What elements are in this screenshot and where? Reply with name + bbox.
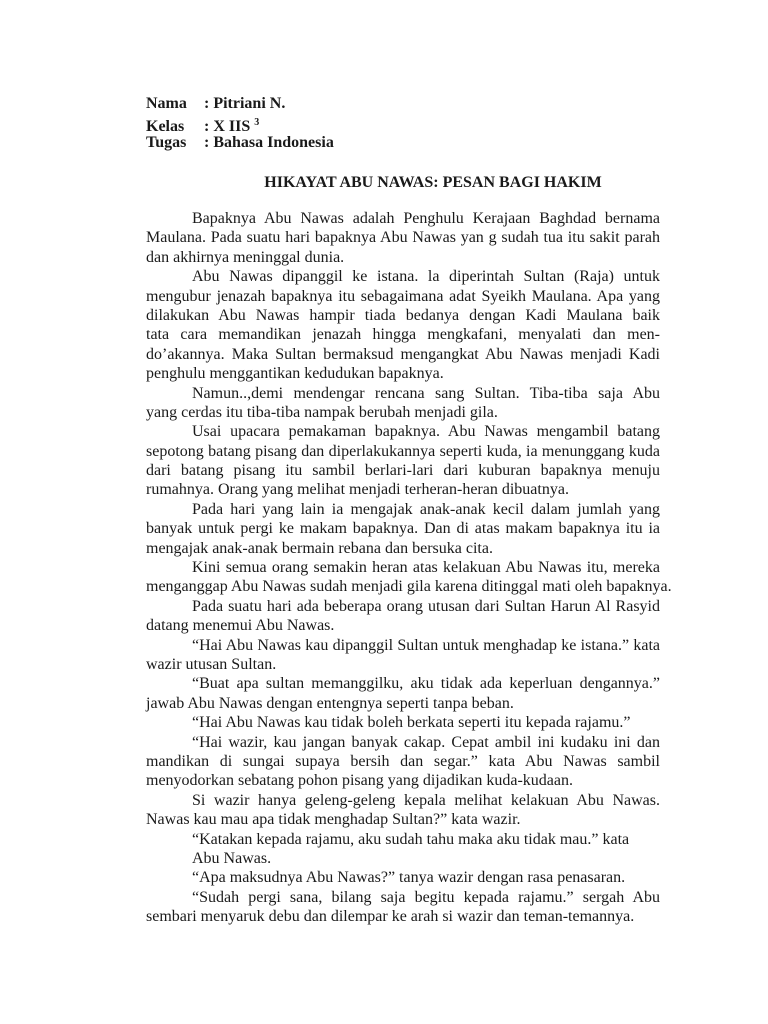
story-body: [146, 209, 672, 926]
text-line: Abu Nawas dipanggil ke istana. la diperintah Sultan (Raja) untuk: [192, 268, 660, 286]
text-line: sepotong batang pisang dan diperlakukannya seperti kuda, ia menunggang kuda: [146, 442, 660, 460]
text-line: do’akannya. Maka Sultan bermaksud mengangkat Abu Nawas menjadi Kadi: [146, 345, 660, 363]
text-line: Si wazir hanya geleng-geleng kepala melihat kelakuan Abu Nawas.: [192, 791, 660, 809]
text-line: jawab Abu Nawas dengan entengnya seperti tanpa beban.: [146, 694, 514, 712]
class-label: Kelas: [146, 118, 185, 135]
text-line: Pada suatu hari ada beberapa orang utusan dari Sultan Harun Al Rasyid: [192, 597, 660, 615]
text-line: Abu Nawas.: [192, 849, 272, 867]
text-line: “Buat apa sultan memanggilku, aku tidak ada keperluan dengannya.”: [192, 675, 660, 693]
text-line: Namun..,demi mendengar rencana sang Sultan. Tiba-tiba saja Abu: [192, 384, 660, 402]
document-title: [146, 173, 660, 192]
text-line: wazir utusan Sultan.: [146, 655, 277, 673]
text-line: yang cerdas itu tiba-tiba nampak berubah menjadi gila.: [146, 403, 498, 421]
text-line: “Apa maksudnya Abu Nawas?” tanya wazir dengan rasa penasaran.: [192, 869, 626, 887]
text-line: rumahnya. Orang yang melihat menjadi terheran-heran dibuatnya.: [146, 481, 569, 499]
text-line: banyak untuk pergi ke makam bapaknya. Dan di atas makam bapaknya itu ia: [146, 520, 660, 538]
text-line: Pada hari yang lain ia mengajak anak-anak kecil dalam jumlah yang: [192, 500, 660, 518]
title-text: HIKAYAT ABU NAWAS: PESAN BAGI HAKIM: [264, 174, 602, 191]
assignment-value: Bahasa Indonesia: [213, 134, 334, 151]
text-line: Kini semua orang semakin heran atas kelakuan Abu Nawas itu, mereka: [192, 559, 660, 577]
text-line: datang menemui Abu Nawas.: [146, 617, 335, 635]
text-line: Nawas kau mau apa tidak menghadap Sultan?” kata wazir.: [146, 811, 521, 829]
text-line: Maulana. Pada suatu hari bapaknya Abu Nawas yan g sudah tua itu sakit parah: [146, 229, 660, 247]
text-line: mengajak anak-anak bermain rebana dan bersuka cita.: [146, 539, 493, 557]
text-line: mengubur jenazah bapaknya itu sebagaimana adat Syeikh Maulana. Apa yang: [146, 287, 660, 305]
name-field: [146, 94, 285, 113]
class-value: X IIS: [213, 118, 251, 135]
text-line: tata cara memandikan jenazah hingga mengkafani, menyalati dan men-: [146, 326, 660, 344]
separator: :: [204, 118, 210, 135]
separator: :: [204, 95, 210, 112]
class-superscript: 3: [254, 117, 260, 128]
text-line: “Hai Abu Nawas kau dipanggil Sultan untuk menghadap ke istana.” kata: [192, 636, 660, 654]
text-line: dari batang pisang itu sambil berlari-lari dari kuburan bapaknya menuju: [146, 462, 660, 480]
text-line: menyodorkan sebatang pohon pisang yang dijadikan kuda-kudaan.: [146, 772, 573, 790]
text-line: menganggap Abu Nawas sudah menjadi gila karena ditinggal mati oleh bapaknya.: [146, 578, 672, 596]
assignment-field: [146, 133, 334, 152]
text-line: sembari menyaruk debu dan dilempar ke arah si wazir dan teman-temannya.: [146, 908, 635, 926]
separator: :: [204, 134, 210, 151]
text-line: “Katakan kepada rajamu, aku sudah tahu maka aku tidak mau.” kata: [192, 830, 630, 848]
text-line: dan akhirnya meninggal dunia.: [146, 248, 345, 266]
name-value: Pitriani N.: [213, 95, 286, 112]
text-line: Usai upacara pemakaman bapaknya. Abu Nawas mengambil batang: [192, 423, 660, 441]
text-line: “Hai Abu Nawas kau tidak boleh berkata seperti itu kepada rajamu.”: [192, 714, 631, 732]
text-line: “Hai wazir, kau jangan banyak cakap. Cepat ambil ini kudaku ini dan: [192, 733, 660, 751]
assignment-label: Tugas: [146, 134, 187, 151]
text-line: mandikan di sungai supaya bersih dan segar.” kata Abu Nawas sambil: [146, 752, 660, 770]
text-line: dilakukan Abu Nawas hampir tiada bedanya dengan Kadi Maulana baik: [146, 306, 660, 324]
name-label: Nama: [146, 95, 187, 112]
text-line: Bapaknya Abu Nawas adalah Penghulu Kerajaan Baghdad bernama: [192, 210, 660, 227]
text-line: “Sudah pergi sana, bilang saja begitu kepada rajamu.” sergah Abu: [192, 888, 660, 906]
text-line: penghulu menggantikan kedudukan bapaknya.: [146, 365, 444, 383]
